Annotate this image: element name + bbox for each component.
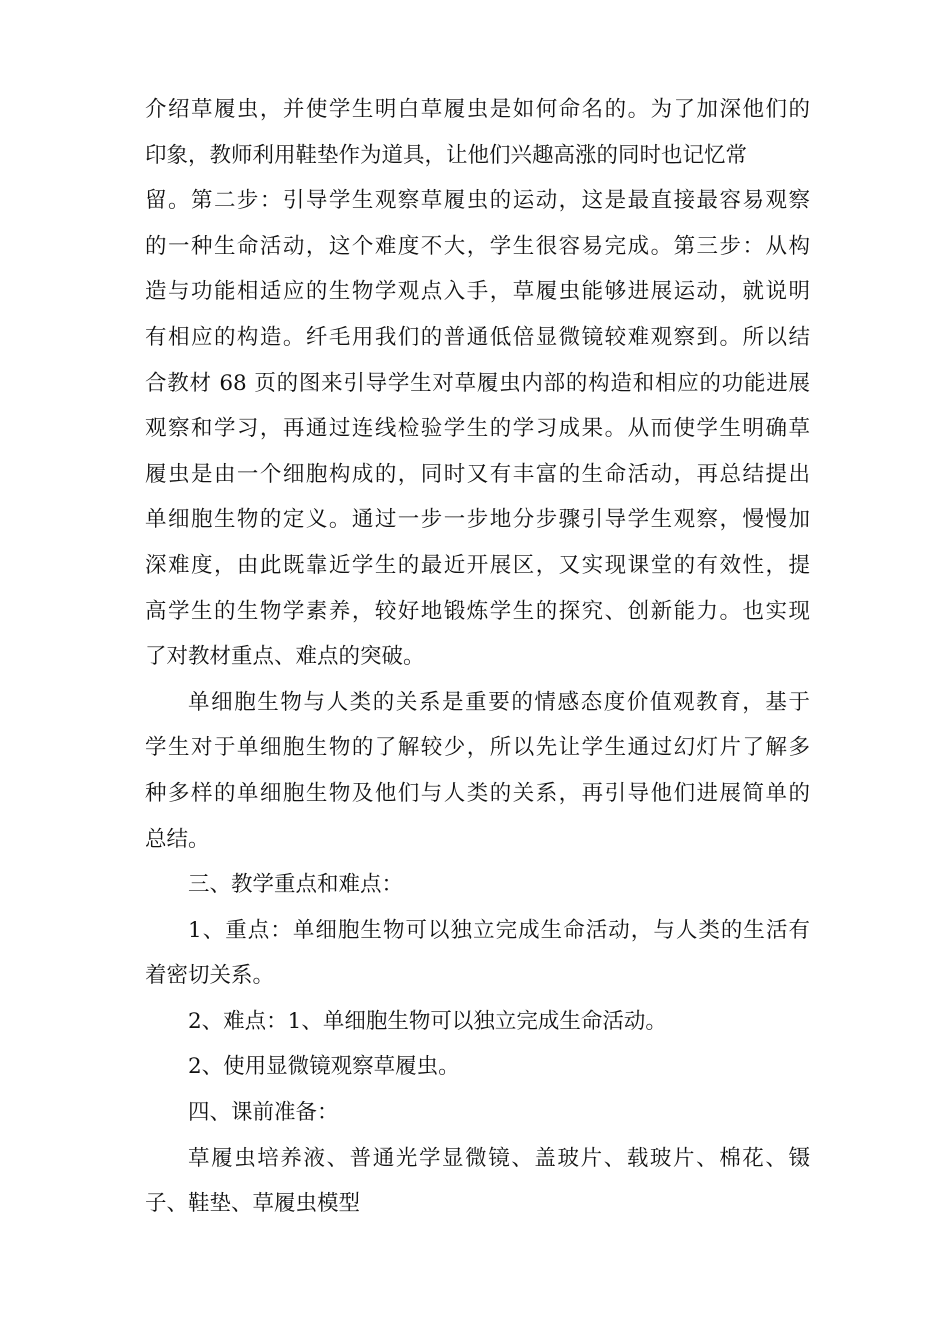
text-line: 有相应的构造。纤毛用我们的普通低倍显微镜较难观察到。所以结 xyxy=(145,324,810,350)
paragraph-item1 xyxy=(145,908,810,999)
document-body xyxy=(145,87,810,1227)
paragraph-h3 xyxy=(145,862,810,908)
text-line: 着密切关系。 xyxy=(145,963,275,989)
text-line: 履虫是由一个细胞构成的，同时又有丰富的生命活动，再总结提出 xyxy=(145,461,810,487)
paragraph-item2b xyxy=(145,1044,810,1090)
text-line: 了对教材重点、难点的突破。 xyxy=(145,644,425,670)
text-line: 合教材 68 页的图来引导学生对草履虫内部的构造和相应的功能进展 xyxy=(145,370,810,396)
paragraph-item2 xyxy=(145,999,810,1045)
text-line: 印象，教师利用鞋垫作为道具，让他们兴趣高涨的同时也记忆常 xyxy=(145,142,748,168)
paragraph-h4 xyxy=(145,1090,810,1136)
text-line: 单细胞生物的定义。通过一步一步地分步骤引导学生观察，慢慢加 xyxy=(145,507,810,533)
paragraph-p1 xyxy=(145,87,810,680)
text-line: 留。第二步：引导学生观察草履虫的运动，这是最直接最容易观察 xyxy=(145,188,810,214)
text-line: 介绍草履虫，并使学生明白草履虫是如何命名的。为了加深他们的 xyxy=(145,97,810,122)
text-line: 子、鞋垫、草履虫模型 xyxy=(145,1191,361,1217)
text-line: 造与功能相适应的生物学观点入手，草履虫能够进展运动，就说明 xyxy=(145,279,810,305)
document-page xyxy=(145,87,810,1227)
text-line: 种多样的单细胞生物及他们与人类的关系，再引导他们进展简单的 xyxy=(145,780,810,806)
text-line: 的一种生命活动，这个难度不大，学生很容易完成。第三步：从构 xyxy=(145,233,810,259)
paragraph-p2 xyxy=(145,680,810,862)
text-line: 1、重点：单细胞生物可以独立完成生命活动，与人类的生活有 xyxy=(188,917,810,943)
text-line: 观察和学习，再通过连线检验学生的学习成果。从而使学生明确草 xyxy=(145,416,810,442)
text-line: 总结。 xyxy=(145,826,210,852)
text-line: 深难度，由此既靠近学生的最近开展区，又实现课堂的有效性，提 xyxy=(145,552,810,578)
text-line: 四、课前准备： xyxy=(188,1100,339,1126)
text-line: 2、难点：1、单细胞生物可以独立完成生命活动。 xyxy=(188,1008,667,1034)
text-line: 学生对于单细胞生物的了解较少，所以先让学生通过幻灯片了解多 xyxy=(145,735,810,761)
text-line: 2、使用显微镜观察草履虫。 xyxy=(188,1054,460,1080)
text-line: 草履虫培养液、普通光学显微镜、盖玻片、载玻片、棉花、镊 xyxy=(188,1145,810,1171)
text-line: 高学生的生物学素养，较好地锻炼学生的探究、创新能力。也实现 xyxy=(145,598,810,624)
text-line: 单细胞生物与人类的关系是重要的情感态度价值观教育，基于 xyxy=(188,689,810,715)
text-line: 三、教学重点和难点： xyxy=(188,872,404,898)
paragraph-materials xyxy=(145,1136,810,1227)
